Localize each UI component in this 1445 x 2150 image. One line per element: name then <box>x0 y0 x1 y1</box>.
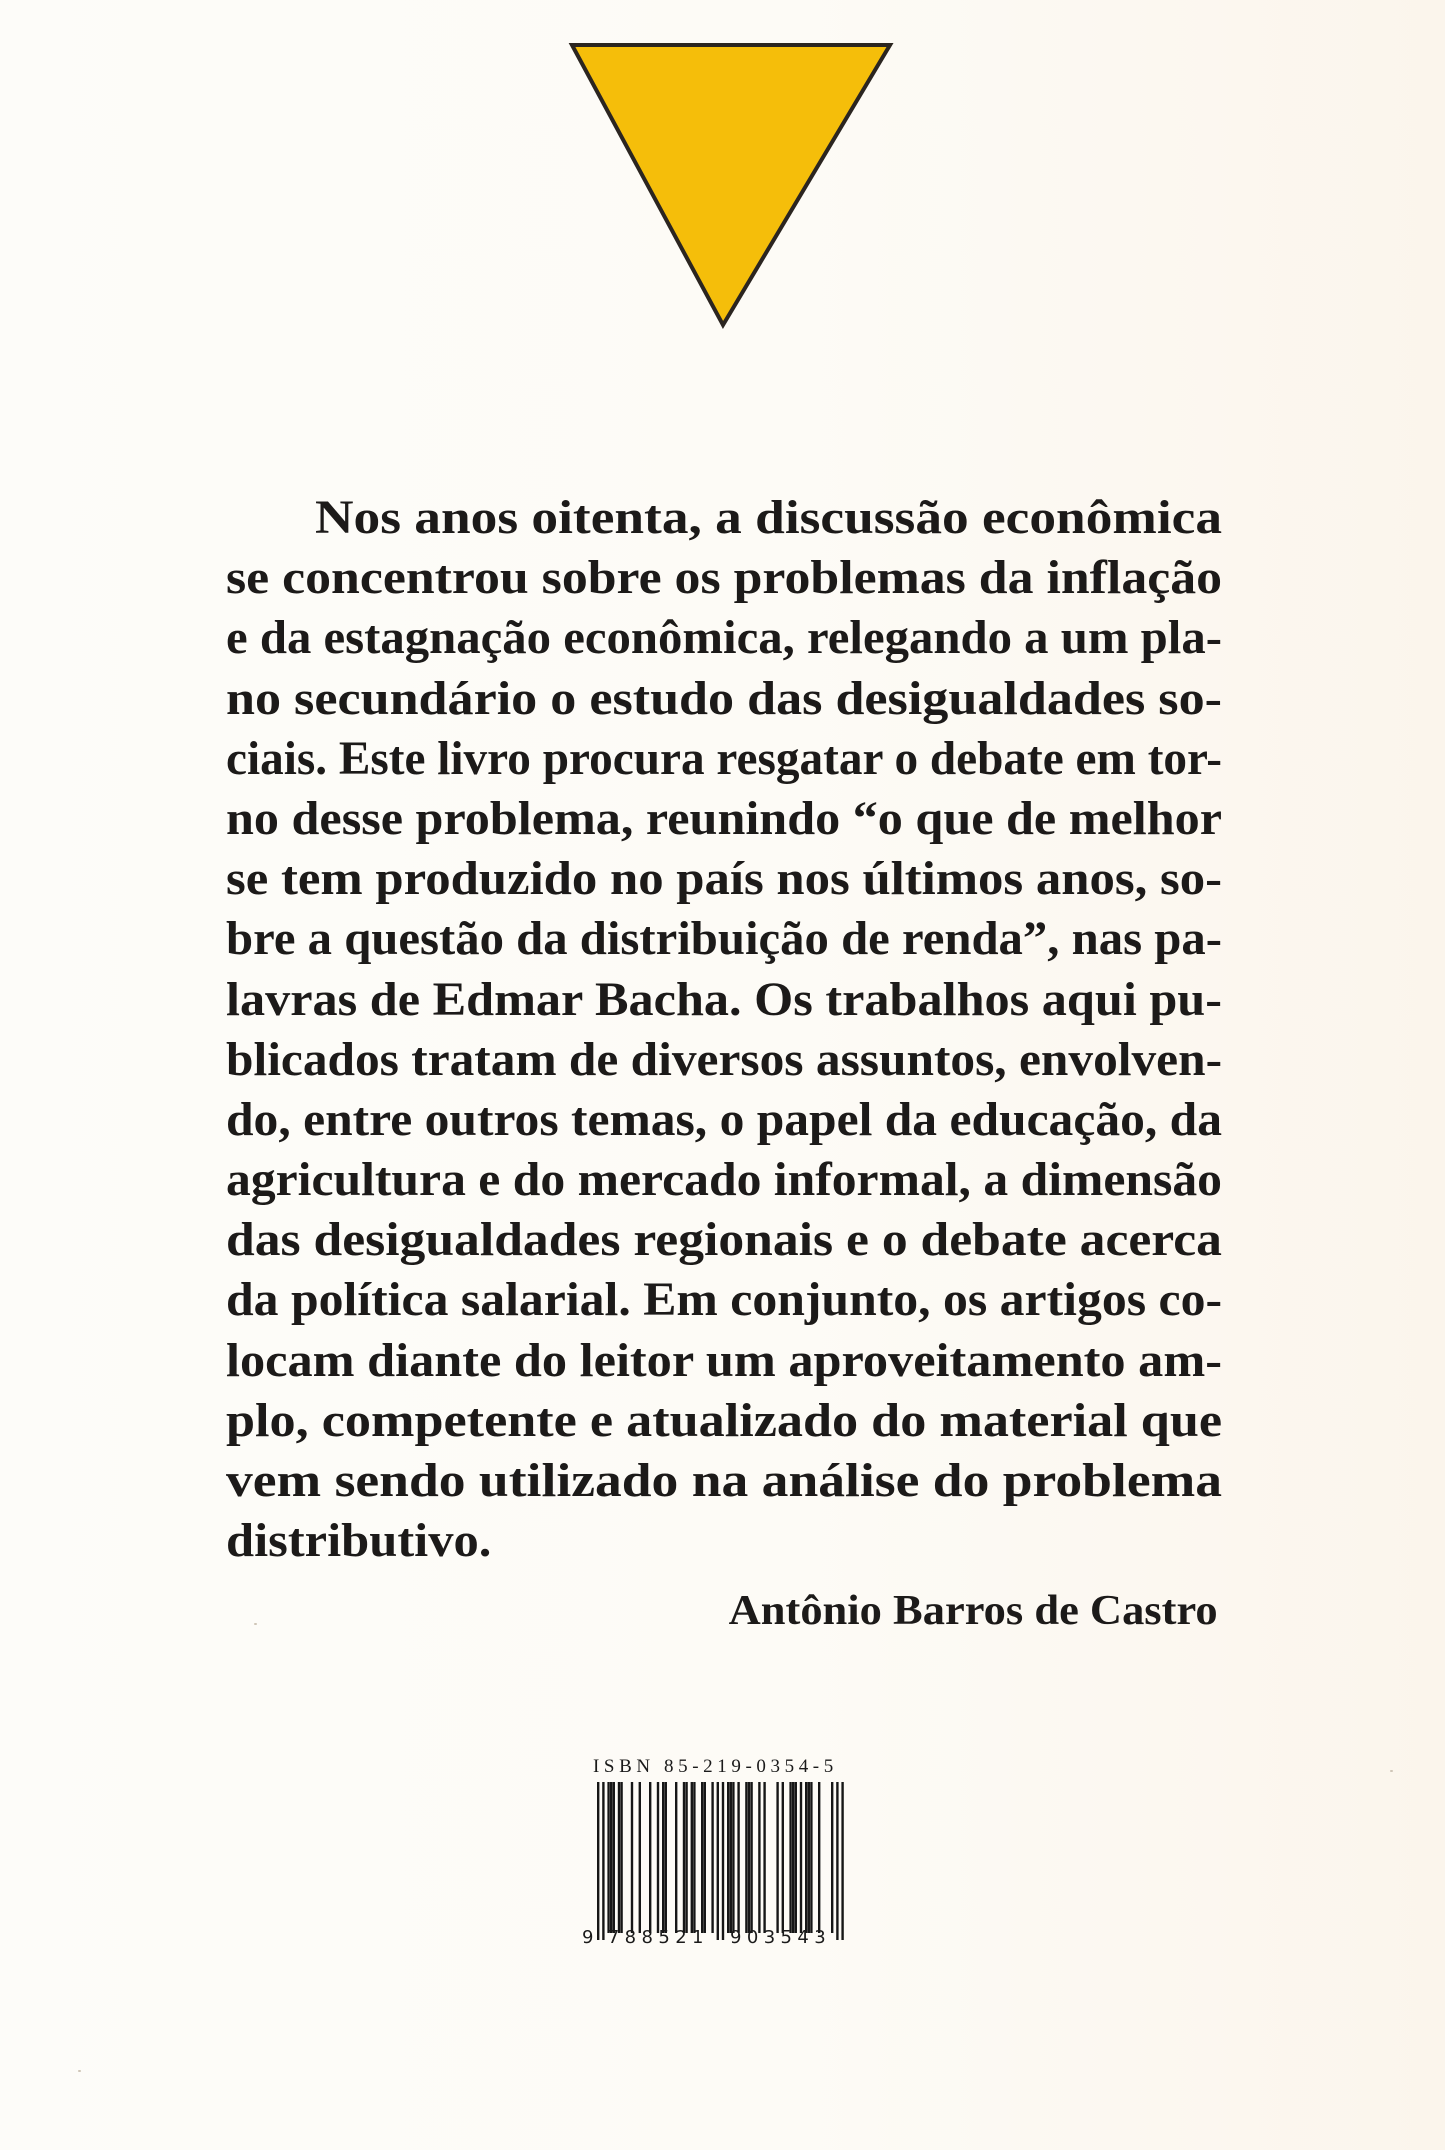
yellow-triangle-emblem <box>0 0 1445 400</box>
blurb-line: Nos anos oitenta, a discussão econômica <box>315 491 1223 544</box>
scan-speck <box>78 2070 81 2072</box>
blurb-line: ciais. Este livro procura resgatar o debate em tor- <box>226 731 1223 785</box>
barcode-bar <box>722 1782 724 1940</box>
barcode-bar <box>704 1782 706 1933</box>
blurb-line: do, entre outros temas, o papel da educação, da <box>226 1092 1222 1146</box>
blurb-line: agricultura e do mercado informal, a dimensão <box>226 1153 1222 1207</box>
blurb-line: plo, competente e atualizado do material que <box>226 1393 1223 1447</box>
blurb-line: e da estagnação econômica, relegando a um pla- <box>226 611 1222 665</box>
blurb-line: no secundário o estudo das desigualdades so- <box>226 671 1222 725</box>
barcode-bar <box>602 1782 604 1940</box>
blurb-text <box>226 488 1222 1571</box>
barcode-bar <box>665 1782 667 1933</box>
barcode-bar <box>701 1782 703 1933</box>
barcode-bar <box>597 1782 599 1940</box>
barcode-bar <box>810 1782 812 1933</box>
barcode-bar <box>795 1782 797 1933</box>
barcode-bar <box>613 1782 615 1933</box>
barcode-bar <box>620 1782 622 1933</box>
ean13-barcode <box>580 1782 860 1952</box>
blurb-line: das desigualdades regionais e o debate acerca <box>226 1213 1222 1267</box>
blurb-line: da política salarial. Em conjunto, os artigos co- <box>226 1273 1223 1327</box>
author-signature: Antônio Barros de Castro <box>728 1588 1218 1634</box>
blurb-line: blicados tratam de diversos assuntos, envolven- <box>226 1032 1223 1086</box>
barcode-bar <box>831 1782 833 1933</box>
barcode-bar <box>631 1782 633 1933</box>
barcode-bar <box>792 1782 794 1933</box>
barcode-bar <box>727 1782 729 1933</box>
barcode-bar <box>691 1782 693 1933</box>
barcode-bar <box>745 1782 747 1933</box>
isbn-barcode-block <box>580 1755 860 1955</box>
blurb-line: locam diante do leitor um aproveitamento am- <box>226 1333 1222 1387</box>
barcode-digits-right: 903543 <box>730 1927 832 1948</box>
barcode-bar <box>732 1782 734 1933</box>
barcode-bar <box>693 1782 695 1933</box>
barcode-bar <box>818 1782 820 1933</box>
barcode-bar <box>776 1782 778 1933</box>
barcode-bar <box>717 1782 719 1940</box>
barcode-bar <box>639 1782 641 1933</box>
scan-speck <box>1390 1770 1393 1772</box>
barcode-bar <box>662 1782 664 1933</box>
barcode-bar <box>657 1782 659 1933</box>
barcode-bar <box>607 1782 609 1933</box>
barcode-bar <box>737 1782 739 1933</box>
triangle-icon <box>572 45 890 325</box>
barcode-bar <box>789 1782 791 1933</box>
blurb-line: lavras de Edmar Bacha. Os trabalhos aqui pu- <box>226 972 1222 1026</box>
barcode-bar <box>711 1782 713 1933</box>
blurb-line: se concentrou sobre os problemas da inflação <box>226 551 1223 605</box>
barcode-bar <box>730 1782 732 1933</box>
barcode-digits-left: 788521 <box>607 1927 709 1948</box>
barcode-bar <box>805 1782 807 1933</box>
blurb-line-last: distributivo. <box>226 1514 492 1568</box>
blurb-line: bre a questão da distribuição de renda”, nas pa- <box>226 912 1222 966</box>
barcode-bar <box>808 1782 810 1933</box>
barcode-bar <box>685 1782 687 1933</box>
blurb-line: vem sendo utilizado na análise do problema <box>226 1454 1222 1507</box>
blurb-line: no desse problema, reunindo “o que de melhor <box>226 791 1222 845</box>
barcode-bar <box>836 1782 838 1940</box>
isbn-label: ISBN 85-219-0354-5 <box>593 1756 838 1777</box>
barcode-bar <box>683 1782 685 1933</box>
blurb-line: se tem produzido no país nos últimos anos, so- <box>226 852 1223 906</box>
barcode-bar <box>649 1782 651 1933</box>
barcode-bar <box>841 1782 843 1940</box>
barcode-bar <box>800 1782 802 1933</box>
barcode-bar <box>750 1782 752 1933</box>
scan-speck <box>254 1623 257 1625</box>
barcode-bar <box>748 1782 750 1933</box>
barcode-bar <box>758 1782 760 1933</box>
barcode-bar <box>763 1782 765 1933</box>
barcode-bar <box>618 1782 620 1933</box>
barcode-digit-first: 9 <box>582 1927 599 1948</box>
barcode-bar <box>675 1782 677 1933</box>
barcode-bar <box>610 1782 612 1933</box>
barcode-bar <box>782 1782 784 1933</box>
